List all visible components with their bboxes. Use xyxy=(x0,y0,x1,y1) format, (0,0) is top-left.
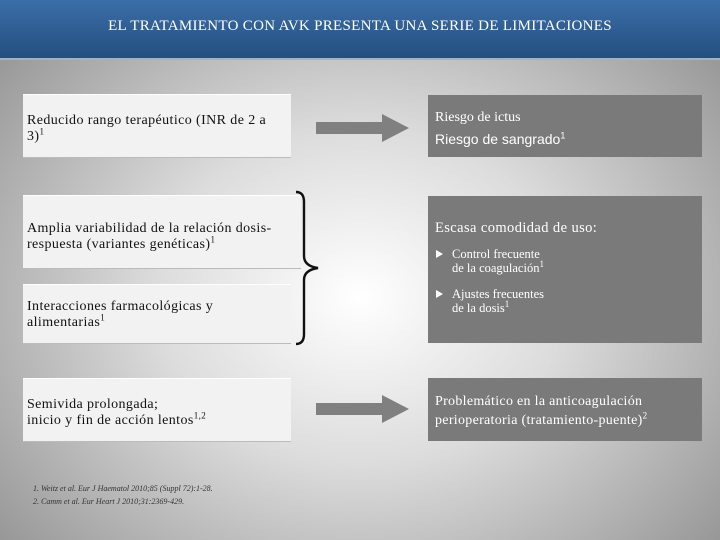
limitation-half-life-line1: Semivida prolongada; xyxy=(27,397,159,412)
limitation-half-life-line2: inicio y fin de acción lentos xyxy=(27,413,194,428)
bullet-triangle-icon xyxy=(436,250,443,258)
bullet-triangle-icon xyxy=(436,290,443,298)
consequence-risk-line2 xyxy=(435,131,565,147)
bullet-control-line2: de la coagulación xyxy=(452,261,540,275)
consequence-box-perioperative xyxy=(428,378,702,441)
arrow-right-icon xyxy=(316,113,410,143)
limitation-variability-label: Amplia variabilidad de la relación dosis-respuesta (variantes genéticas) xyxy=(27,221,272,252)
consequence-risk-line1: Riesgo de ictus xyxy=(435,110,521,125)
limitation-box-interactions xyxy=(23,284,291,344)
limitation-interactions-label: Interacciones farmacológicas y alimentarias xyxy=(27,299,214,330)
consequence-perioperative-line1: Problemático en la anticoagulación xyxy=(435,394,643,409)
citation-mark: 1 xyxy=(210,234,216,245)
consequence-convenience-heading: Escasa comodidad de uso: xyxy=(435,220,598,236)
reference-1: 1. Weitz et al. Eur J Haematol 2010;85 (Suppl 72):1-28. xyxy=(33,484,213,493)
limitation-half-life-text xyxy=(27,397,287,429)
slide-title: EL TRATAMIENTO CON AVK PRESENTA UNA SERIE DE LIMITACIONES xyxy=(108,18,612,34)
consequence-perioperative-label: perioperatoria (tratamiento-puente) xyxy=(435,413,643,428)
bullet-control-text xyxy=(452,247,692,275)
bullet-control-line1: Control frecuente xyxy=(452,247,540,261)
consequence-perioperative-line2 xyxy=(435,410,648,429)
limitation-box-inr xyxy=(23,94,291,158)
references xyxy=(33,482,213,508)
bullet-adjust xyxy=(436,287,696,317)
limitation-interactions-text xyxy=(27,299,237,331)
title-bar xyxy=(0,0,720,60)
limitation-box-half-life xyxy=(23,378,291,442)
citation-mark: 1 xyxy=(100,312,106,323)
bullet-adjust-text xyxy=(452,287,692,315)
consequence-box-convenience xyxy=(428,196,702,343)
bullet-adjust-line2: de la dosis xyxy=(452,301,505,315)
limitation-inr-text xyxy=(27,113,282,145)
arrow-right-icon xyxy=(316,394,410,424)
reference-2: 2. Camm et al. Eur Heart J 2010;31:2369-429. xyxy=(33,497,185,506)
consequence-box-risk xyxy=(428,95,702,157)
limitation-variability-text xyxy=(27,221,303,253)
citation-mark: 1 xyxy=(539,258,544,269)
brace-icon xyxy=(294,190,324,346)
citation-mark: 1 xyxy=(560,130,566,141)
bullet-control xyxy=(436,247,696,277)
citation-mark: 1 xyxy=(504,298,510,309)
limitation-box-variability xyxy=(23,195,301,269)
citation-mark: 1,2 xyxy=(193,410,207,421)
limitation-inr-label: Reducido rango terapéutico (INR de 2 a 3) xyxy=(27,113,267,144)
consequence-risk-bleeding-label: Riesgo de sangrado xyxy=(435,131,561,147)
citation-mark: 2 xyxy=(642,410,648,421)
citation-mark: 1 xyxy=(39,126,45,137)
bullet-adjust-line1: Ajustes frecuentes xyxy=(452,287,544,301)
